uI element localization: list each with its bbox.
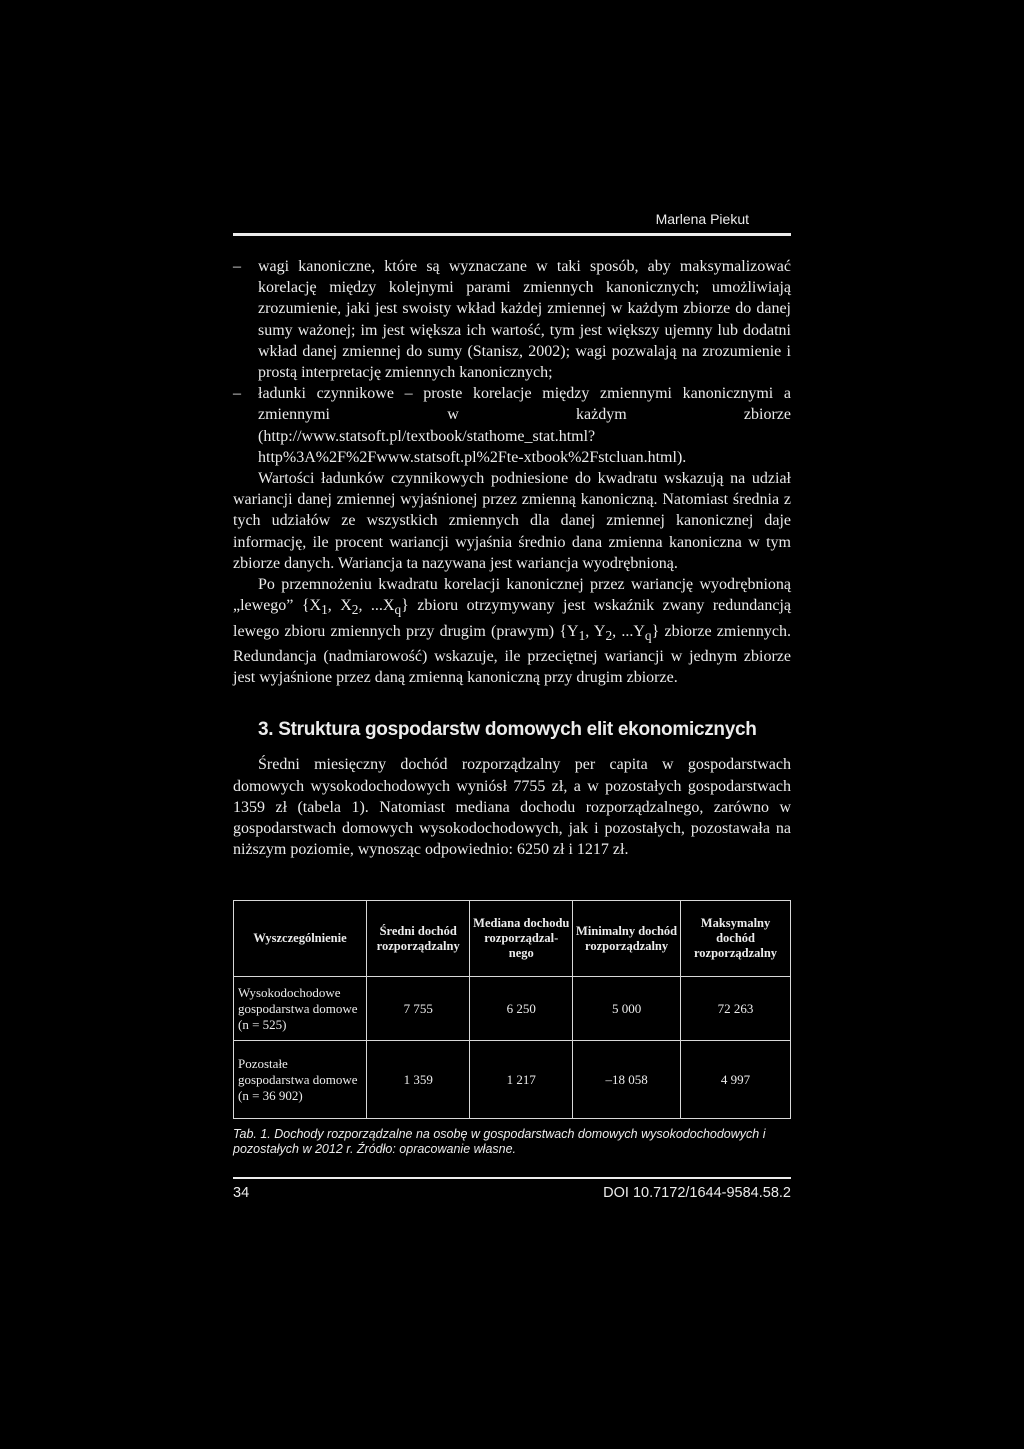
page-number: 34 <box>233 1185 250 1202</box>
table-header-row <box>234 901 791 977</box>
body-text <box>233 256 791 860</box>
footer-rule <box>233 1177 791 1179</box>
table-cell: 1 217 <box>470 1041 573 1119</box>
footer <box>233 1184 791 1202</box>
table-caption: Tab. 1. Dochody rozporządzalne na osobę w gospodarstwach domowych wysokodochodowych i pozostałych w 2012 r. Źródło: opracowanie własne. <box>233 1127 766 1157</box>
list-item-text: wagi kanoniczne, które są wyznaczane w taki sposób, aby maksymalizować korelację między kolejnymi parami zmiennych kanonicznych; umożliwiają zrozumienie, jaki jest swoisty wkład każdej zmiennej w każdym zbiorze do danej sumy ważonej; im jest większa ich wartość, tym jest większy ujemny lub dodatni wkład danej zmiennej do sumy (Stanisz, 2002); wagi pozwalają na zrozumienie i prostą interpretację zmiennych kanonicznych; <box>258 258 791 382</box>
column-header: Minimalny dochód rozporządzalny <box>573 901 681 977</box>
paragraph <box>233 574 791 688</box>
subscript: 1 <box>578 627 586 643</box>
paragraph-text: Po przemnożeniu kwadratu korelacji kanonicznej przez wariancję wyodrębnioną „lewego” {X <box>233 576 791 615</box>
doi: DOI 10.7172/1644-9584.58.2 <box>603 1185 791 1202</box>
subscript: q <box>394 602 402 618</box>
list-dash: – <box>233 385 241 403</box>
table-cell: 5 000 <box>573 977 681 1041</box>
paragraph-text: , ...Y <box>612 622 645 640</box>
section-title: 3. Struktura gospodarstw domowych elit ekonomicznych <box>258 719 757 741</box>
table-row <box>234 977 791 1041</box>
subscript: 2 <box>605 627 613 643</box>
list-item-text: ładunki czynnikowe – proste korelacje między zmiennymi kanonicznymi a zmiennymi w każdym zbiorze (http://www.statsoft.pl/textbook/stathome_stat.html?http%3A%2F%2Fwww.statsoft.pl%2Fte-xtbook%2Fstcluan.html). <box>258 385 791 466</box>
table-cell: 4 997 <box>681 1041 791 1119</box>
table-row <box>234 1041 791 1119</box>
row-label: Pozostałe gospodarstwa domowe (n = 36 902) <box>234 1041 367 1119</box>
data-table <box>233 900 791 1119</box>
column-header: Wyszczególnienie <box>234 901 367 977</box>
paragraph-text: , Y <box>585 622 606 640</box>
table-cell: 7 755 <box>367 977 470 1041</box>
list-dash: – <box>233 258 241 275</box>
table-cell: 6 250 <box>470 977 573 1041</box>
list-item <box>233 256 791 383</box>
table-wrapper <box>233 900 791 1157</box>
paragraph-text: } zbiorze zmiennych. Redundancja (nadmiarowość) wskazuje, ile przeciętnej wariancji w jednym zbiorze jest wyjaśnione przez daną zmienną kanoniczną przy drugim zbiorze. <box>233 622 791 687</box>
table-cell: –18 058 <box>573 1041 681 1119</box>
subscript: 1 <box>321 602 328 618</box>
table-cell: 72 263 <box>681 977 791 1041</box>
list-item <box>233 383 791 468</box>
subscript: q <box>644 627 652 643</box>
header-rule <box>233 233 791 236</box>
column-header: Maksymalny dochód rozporządzalny <box>681 901 791 977</box>
paragraph: Wartości ładunków czynnikowych podniesione do kwadratu wskazują na udział wariancji danej zmiennej wyjaśnionej przez zmienną kanoniczną. Natomiast średnia z tych udziałów ze wszystkich zmiennych dla danej zmiennej kanonicznej daje informację, ile procent wariancji wyjaśnia średnio dana zmienna kanoniczna w tym zbiorze danych. Wariancja ta nazywana jest wariancja wyodrębnioną. <box>233 470 791 572</box>
row-label: Wysokodochodowe gospodarstwa domowe (n = 525) <box>234 977 367 1041</box>
paragraph: Średni miesięczny dochód rozporządzalny per capita w gospodarstwach domowych wysokodochodowych wyniósł 7755 zł, a w pozostałych gospodarstwach 1359 zł (tabela 1). Natomiast mediana dochodu rozporządzalnego, zarówno w gospodarstwach domowych wysokodochodowych, jak i pozostałych, pozostawała na niższym poziomie, wynosząc odpowiednio: 6250 zł i 1217 zł. <box>233 756 791 859</box>
table-cell: 1 359 <box>367 1041 470 1119</box>
running-head: Marlena Piekut <box>655 211 749 227</box>
page <box>233 210 791 1202</box>
subscript: 2 <box>351 602 359 618</box>
column-header: Mediana dochodu rozporządzal-nego <box>470 901 573 977</box>
paragraph-text: } zbioru otrzymywany jest wskaźnik zwany redundancją lewego zbioru zmiennych przy drugim (prawym) {Y <box>233 597 792 640</box>
column-header: Średni dochód rozporządzalny <box>367 901 470 977</box>
paragraph-text: , ...X <box>358 597 395 615</box>
paragraph-text: , X <box>327 597 352 615</box>
